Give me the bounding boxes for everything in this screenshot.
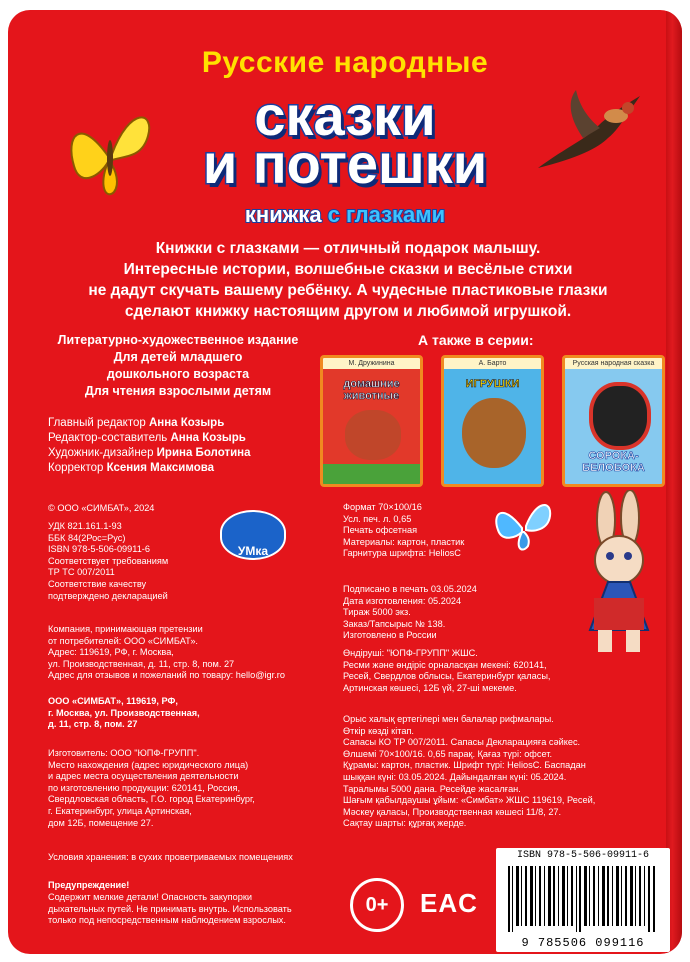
credit-role: Художник-дизайнер xyxy=(48,447,157,459)
udk-line: ББК 84(2Рос=Рус) xyxy=(48,532,126,543)
udk-line: Соответствие качеству xyxy=(48,578,147,589)
manufacturer-line: дом 12Б, помещение 27. xyxy=(48,817,154,828)
kazakh-line: Ресей, Свердлов облысы, Екатеринбург қаласы, xyxy=(343,671,551,682)
series-book-cover xyxy=(320,355,423,487)
grass-illustration xyxy=(323,464,420,484)
format-line: Материалы: картон, пластик xyxy=(343,536,465,547)
series-book-cover xyxy=(441,355,544,487)
credit-role: Редактор-составитель xyxy=(48,432,171,444)
title-main-line-2: и потешки xyxy=(202,132,488,195)
warning-block xyxy=(48,892,292,927)
series-book-title: домашние животные xyxy=(343,378,400,402)
title-main-line-1: сказки xyxy=(254,84,436,147)
company-line: Адрес: 119619, РФ, г. Москва, xyxy=(48,647,174,658)
print-line: Подписано в печать 03.05.2024 xyxy=(343,584,477,594)
description-line: не дадут скучать вашему ребёнку. А чудесные пластиковые глазки xyxy=(88,282,608,299)
credit-role: Корректор xyxy=(48,462,107,474)
series-book-title: СОРОКА-БЕЛОБОКА xyxy=(582,450,645,474)
company-bold-line: ООО «СИМБАТ», 119619, РФ, xyxy=(48,696,178,706)
dog-illustration xyxy=(345,410,401,460)
credit-name: Анна Козырь xyxy=(170,432,246,444)
credit-name: Ксения Максимова xyxy=(106,462,215,474)
udk-line: Соответствует требованиям xyxy=(48,555,169,566)
series-book-cover xyxy=(562,355,665,487)
manufacturer-line: Свердловская область, Г.О. город Екатеринбург, xyxy=(48,794,255,805)
company-line: от потребителей: ООО «СИМБАТ». xyxy=(48,635,198,646)
subtitle-part-b: с глазками xyxy=(327,202,446,227)
warning-title: Предупреждение! xyxy=(48,880,130,890)
credit-name: Анна Козырь xyxy=(148,417,225,429)
credits xyxy=(48,416,251,476)
kazakh-line: Сақтау шарты: құрғақ жерде. xyxy=(343,818,467,829)
company-line: ул. Производственная, д. 11, стр. 8, пом. 27 xyxy=(48,658,235,669)
barcode-isbn: ISBN 978-5-506-09911-6 xyxy=(516,850,650,861)
eac-mark: EAC xyxy=(420,888,478,918)
teddy-bear-illustration xyxy=(462,398,526,468)
format-block xyxy=(343,502,464,560)
series-book-title: ИГРУШКИ xyxy=(465,378,520,390)
company-bold-block xyxy=(48,696,200,731)
series-book-author: М. Дружинина xyxy=(323,358,420,369)
description-line: Интересные истории, волшебные сказки и весёлые стихи xyxy=(123,261,573,278)
kazakh-line: Өлшемі 70×100/16. 0,65 парақ. Қағаз түрі: офсет. xyxy=(343,748,553,759)
edition-line: Для детей младшего xyxy=(113,350,243,364)
company-bold-line: г. Москва, ул. Производственная, xyxy=(48,707,200,718)
company-line: Компания, принимающая претензии xyxy=(48,624,203,634)
kazakh-line: Шағым қабылдаушы ұйым: «Симбат» ЖШС 119619, Ресей, xyxy=(343,795,596,806)
format-line: Формат 70×100/16 xyxy=(343,502,422,512)
company-bold-line: д. 11, стр. 8, пом. 27 xyxy=(48,719,138,730)
credit-line xyxy=(48,416,251,431)
title-top: Русские народные xyxy=(201,46,489,79)
kazakh-line: Орыс халық ертегілері мен балалар рифмалары. xyxy=(343,714,554,724)
kazakh-line: Артинская көшесі, 12Б үй, 27-ші мекеме. xyxy=(343,682,517,693)
copyright: © ООО «СИМБАТ», 2024 xyxy=(48,503,155,513)
barcode xyxy=(496,848,670,952)
kazakh-line: Мәскеу қаласы, Производственная көшесі 11/8, 27. xyxy=(343,806,562,817)
warning-line: Содержит мелкие детали! Опасность закупорки xyxy=(48,892,252,902)
barcode-bars xyxy=(508,866,658,932)
kazakh-info-block xyxy=(343,714,595,830)
edition-line: Для чтения взрослыми детям xyxy=(84,384,272,398)
description-line: сделают книжку настоящим другом и любимой игрушкой. xyxy=(124,303,572,320)
manufacturer-line: и адрес места осуществления деятельности xyxy=(48,771,239,782)
edition-line: Литературно-художественное издание xyxy=(57,333,299,347)
udk-block xyxy=(48,521,168,602)
kazakh-line: Таралымы 5000 дана. Ресейде жасалған. xyxy=(343,783,521,794)
print-line: Заказ/Тапсырыс № 138. xyxy=(343,618,446,629)
credit-line xyxy=(48,461,251,476)
credit-line xyxy=(48,431,251,446)
company-line: Адрес для отзывов и пожеланий по товару: hello@igr.ro xyxy=(48,670,285,681)
manufacturer-block xyxy=(48,748,255,829)
credit-line xyxy=(48,446,251,461)
subtitle xyxy=(8,202,682,228)
series-book-author: А. Барто xyxy=(444,358,541,369)
subtitle-part-a: книжка xyxy=(244,202,328,227)
series-books xyxy=(320,355,665,490)
credit-role: Главный редактор xyxy=(48,417,149,429)
company-block xyxy=(48,624,285,682)
series-book-author: Русская народная сказка xyxy=(565,358,662,369)
barcode-number: 9 785506 099116 xyxy=(521,936,645,950)
format-line: Усл. печ. л. 0,65 xyxy=(343,513,412,524)
kazakh-line: Ресми және өндіріс орналасқан мекені: 620141, xyxy=(343,659,547,670)
edition-line: дошкольного возраста xyxy=(106,367,250,381)
print-line: Дата изготовления: 05.2024 xyxy=(343,595,462,606)
udk-line: ТР ТС 007/2011 xyxy=(48,567,115,578)
manufacturer-line: Место нахождения (адрес юридического лица) xyxy=(48,759,249,770)
kazakh-manufacturer-block xyxy=(343,648,551,694)
kazakh-line: Өндіруші: "ЮПФ-ГРУПП" ЖШС. xyxy=(343,648,478,658)
description-line: Книжки с глазками — отличный подарок малышу. xyxy=(155,240,541,257)
age-rating-badge: 0+ xyxy=(350,878,404,932)
storage-conditions: Условия хранения: в сухих проветриваемых помещениях xyxy=(48,852,293,862)
bunny-illustration xyxy=(564,490,674,660)
series-label: А также в серии: xyxy=(418,332,534,348)
blue-butterfly-illustration xyxy=(492,496,556,556)
warning-line: дыхательных путей. Не принимать внутрь. Использовать xyxy=(48,903,292,914)
credit-name: Ирина Болотина xyxy=(156,447,251,459)
format-line: Печать офсетная xyxy=(343,525,418,536)
edition-info xyxy=(48,332,308,400)
manufacturer-line: по изготовлению продукции: 620141, Россия, xyxy=(48,782,241,793)
publisher-logo: УМка xyxy=(220,510,286,560)
kazakh-line: Құрамы: картон, пластик. Шрифт түрі: HeliosC. Баспадан xyxy=(343,760,586,771)
print-line: Тираж 5000 экз. xyxy=(343,607,411,618)
book-back-cover xyxy=(8,10,682,954)
kazakh-line: Сапасы КО ТР 007/2011. Сапасы Декларацияға сәйкес. xyxy=(343,737,581,748)
manufacturer-line: г. Екатеринбург, улица Артинская, xyxy=(48,805,192,816)
magpie-illustration xyxy=(589,382,651,450)
warning-line: только под непосредственным наблюдением взрослых. xyxy=(48,915,286,926)
kazakh-line: шыққан күні: 03.05.2024. Дайындалған күні: 05.2024. xyxy=(343,771,567,782)
udk-line: подтверждено декларацией xyxy=(48,590,168,601)
format-line: Гарнитура шрифта: HeliosC xyxy=(343,548,461,559)
udk-line: УДК 821.161.1-93 xyxy=(48,521,122,531)
kazakh-line: Өткір көзді кітап. xyxy=(343,725,414,736)
description xyxy=(28,238,668,322)
print-block xyxy=(343,584,477,642)
print-line: Изготовлено в России xyxy=(343,630,437,641)
udk-line: ISBN 978-5-506-09911-6 xyxy=(48,544,150,555)
manufacturer-line: Изготовитель: ООО "ЮПФ-ГРУПП". xyxy=(48,748,200,758)
